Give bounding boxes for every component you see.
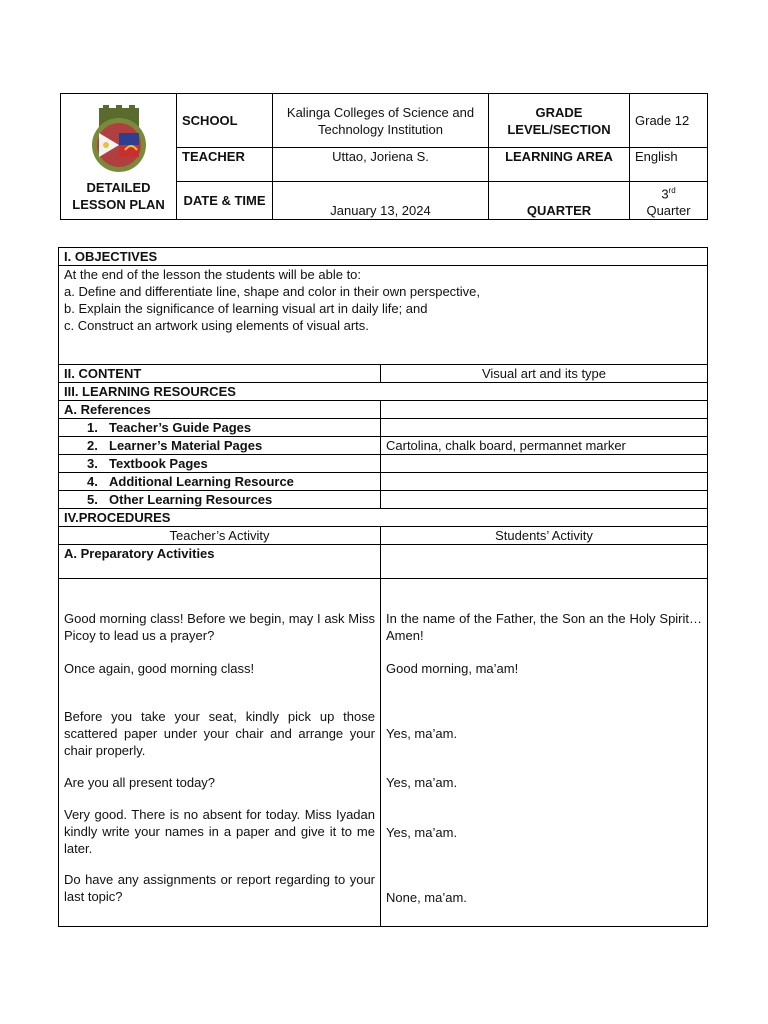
resource-row	[59, 437, 708, 455]
quarter-num: 3	[661, 186, 669, 202]
resource-value	[381, 491, 708, 509]
student-line: None, ma’am.	[386, 890, 467, 905]
resource-row	[59, 455, 708, 473]
resource-num: 1.	[87, 420, 98, 435]
teacher-line: Do have any assignments or report regarding to your last topic?	[64, 872, 375, 904]
student-line: Yes, ma’am.	[386, 775, 458, 790]
resource-row	[59, 473, 708, 491]
date-value: January 13, 2024	[273, 182, 489, 220]
references-label: A. References	[59, 401, 381, 419]
objective-c: c. Construct an artwork using elements of visual arts.	[64, 318, 369, 333]
student-line: In the name of the Father, the Son an the Holy Spirit…Amen!	[386, 611, 703, 643]
resource-row	[59, 491, 708, 509]
resource-value	[381, 419, 708, 437]
procedures-heading: IV.PROCEDURES	[59, 509, 708, 527]
content-value: Visual art and its type	[381, 365, 708, 383]
teacher-label: TEACHER	[177, 148, 273, 182]
resource-num: 3.	[87, 456, 98, 471]
grade-value: Grade 12	[630, 94, 708, 148]
resource-label: Learner’s Material Pages	[109, 438, 263, 453]
lesson-table	[58, 247, 708, 927]
student-line: Yes, ma’am.	[386, 726, 458, 741]
students-column-header: Students’ Activity	[381, 527, 708, 545]
resources-heading: III. LEARNING RESOURCES	[59, 383, 708, 401]
resource-label: Other Learning Resources	[109, 492, 273, 507]
teacher-line: Good morning class! Before we begin, may I ask Miss Picoy to lead us a prayer?	[64, 611, 375, 643]
quarter-label: QUARTER	[489, 182, 630, 220]
area-label: LEARNING AREA	[489, 148, 630, 182]
teacher-line: Are you all present today?	[64, 775, 216, 790]
resource-value	[381, 473, 708, 491]
objectives-intro: At the end of the lesson the students will be able to:	[64, 267, 362, 282]
students-activity-column	[381, 579, 708, 927]
resource-num: 5.	[87, 492, 98, 507]
references-value	[381, 401, 708, 419]
resource-label: Additional Learning Resource	[109, 474, 294, 489]
resource-value: Cartolina, chalk board, permannet marker	[381, 437, 708, 455]
teacher-line: Before you take your seat, kindly pick up those scattered paper under your chair and arrange your chair properly.	[64, 709, 375, 758]
area-value: English	[630, 148, 708, 182]
school-label: SCHOOL	[177, 94, 273, 148]
teacher-line: Once again, good morning class!	[64, 661, 255, 676]
school-seal-icon	[85, 105, 153, 173]
resource-row	[59, 419, 708, 437]
objectives-body	[59, 266, 708, 365]
resource-num: 2.	[87, 438, 98, 453]
resource-label: Textbook Pages	[109, 456, 208, 471]
resource-num: 4.	[87, 474, 98, 489]
student-line: Good morning, ma’am!	[386, 661, 519, 676]
student-line: Yes, ma’am.	[386, 825, 458, 840]
grade-label: GRADE LEVEL/SECTION	[489, 94, 630, 148]
quarter-value	[630, 182, 708, 220]
header-table	[60, 93, 708, 220]
plan-title: DETAILED LESSON PLAN	[72, 179, 165, 212]
preparatory-value	[381, 545, 708, 579]
date-label: DATE & TIME	[177, 182, 273, 220]
teacher-activity-column	[59, 579, 381, 927]
teacher-line: Very good. There is no absent for today. Miss Iyadan kindly write your names in a paper and give it to me later.	[64, 807, 375, 856]
preparatory-label: A. Preparatory Activities	[59, 545, 381, 579]
teacher-column-header: Teacher’s Activity	[59, 527, 381, 545]
quarter-sup: rd	[668, 186, 676, 195]
objectives-heading: I. OBJECTIVES	[59, 248, 708, 266]
school-value: Kalinga Colleges of Science and Technology Institution	[273, 94, 489, 148]
objective-b: b. Explain the significance of learning visual art in daily life; and	[64, 301, 428, 316]
logo-cell	[61, 94, 177, 220]
resource-value	[381, 455, 708, 473]
teacher-value: Uttao, Joriena S.	[273, 148, 489, 182]
content-label: II. CONTENT	[59, 365, 381, 383]
objective-a: a. Define and differentiate line, shape and color in their own perspective,	[64, 284, 481, 299]
resource-label: Teacher’s Guide Pages	[109, 420, 252, 435]
quarter-word: Quarter	[646, 203, 691, 219]
